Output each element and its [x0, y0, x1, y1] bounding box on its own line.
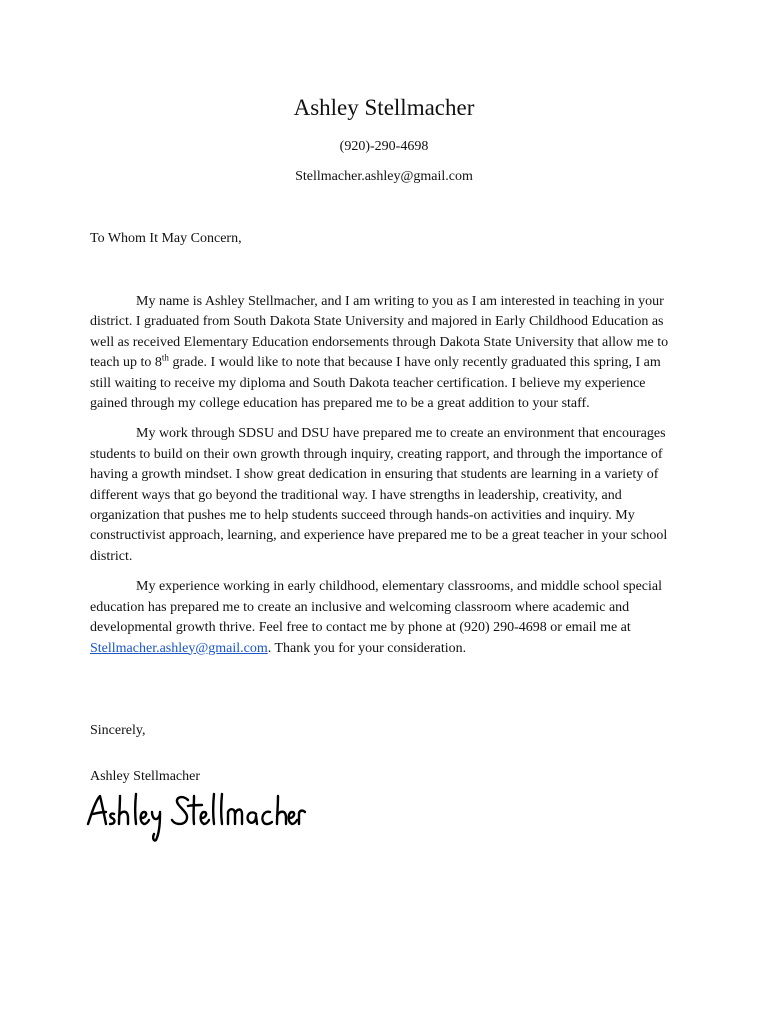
paragraph-closing — [90, 577, 680, 659]
handwritten-signature — [84, 788, 306, 846]
sender-email: Stellmacher.ashley@gmail.com — [295, 169, 473, 184]
salutation: To Whom It May Concern, — [90, 231, 242, 246]
sender-name: Ashley Stellmacher — [293, 95, 475, 120]
paragraph-intro-text: My name is Ashley Stellmacher, and I am writing to you as I am interested in teaching in your district. I graduated from South Dakota State University and majored in Early Childhood Education as well as received Elementary Education endorsements through Dakota State University that allow me to teach up to 8 — [90, 294, 669, 371]
sender-phone: (920)-290-4698 — [339, 139, 429, 154]
paragraph-closing-text-cont: . Thank you for your consideration. — [267, 640, 467, 656]
paragraph-experience: My work through SDSU and DSU have prepared me to create an environment that encourages students to build on their own growth through inquiry, creating rapport, and through the importance of having a growth mindset. I show great dedication in ensuring that students are learning in a variety of different ways that go beyond the traditional way. I have strengths in leadership, creativity, and organization that pushes me to help students succeed through hands-on activities and inquiry. My constructivist approach, learning, and experience have prepared me to be a great teacher in your school district. — [90, 426, 668, 564]
letter-body — [90, 292, 680, 659]
closing: Sincerely, — [90, 723, 146, 738]
signer-name: Ashley Stellmacher — [90, 769, 201, 784]
paragraph-intro-text-cont: grade. I would like to note that because I have only recently graduated this spring, I am still waiting to receive my diploma and South Dakota teacher certification. I believe my experience gained through my college education has prepared me to be a great addition to your staff. — [90, 355, 661, 412]
ordinal-superscript: th — [161, 352, 169, 363]
paragraph-closing-text: My experience working in early childhood, elementary classrooms, and middle school special education has prepared me to create an inclusive and welcoming classroom where academic and developmental growth thrive. Feel free to contact me by phone at (920) 290-4698 or email me at — [90, 579, 663, 636]
email-link[interactable]: Stellmacher.ashley@gmail.com — [90, 640, 268, 656]
paragraph-intro — [90, 292, 680, 414]
